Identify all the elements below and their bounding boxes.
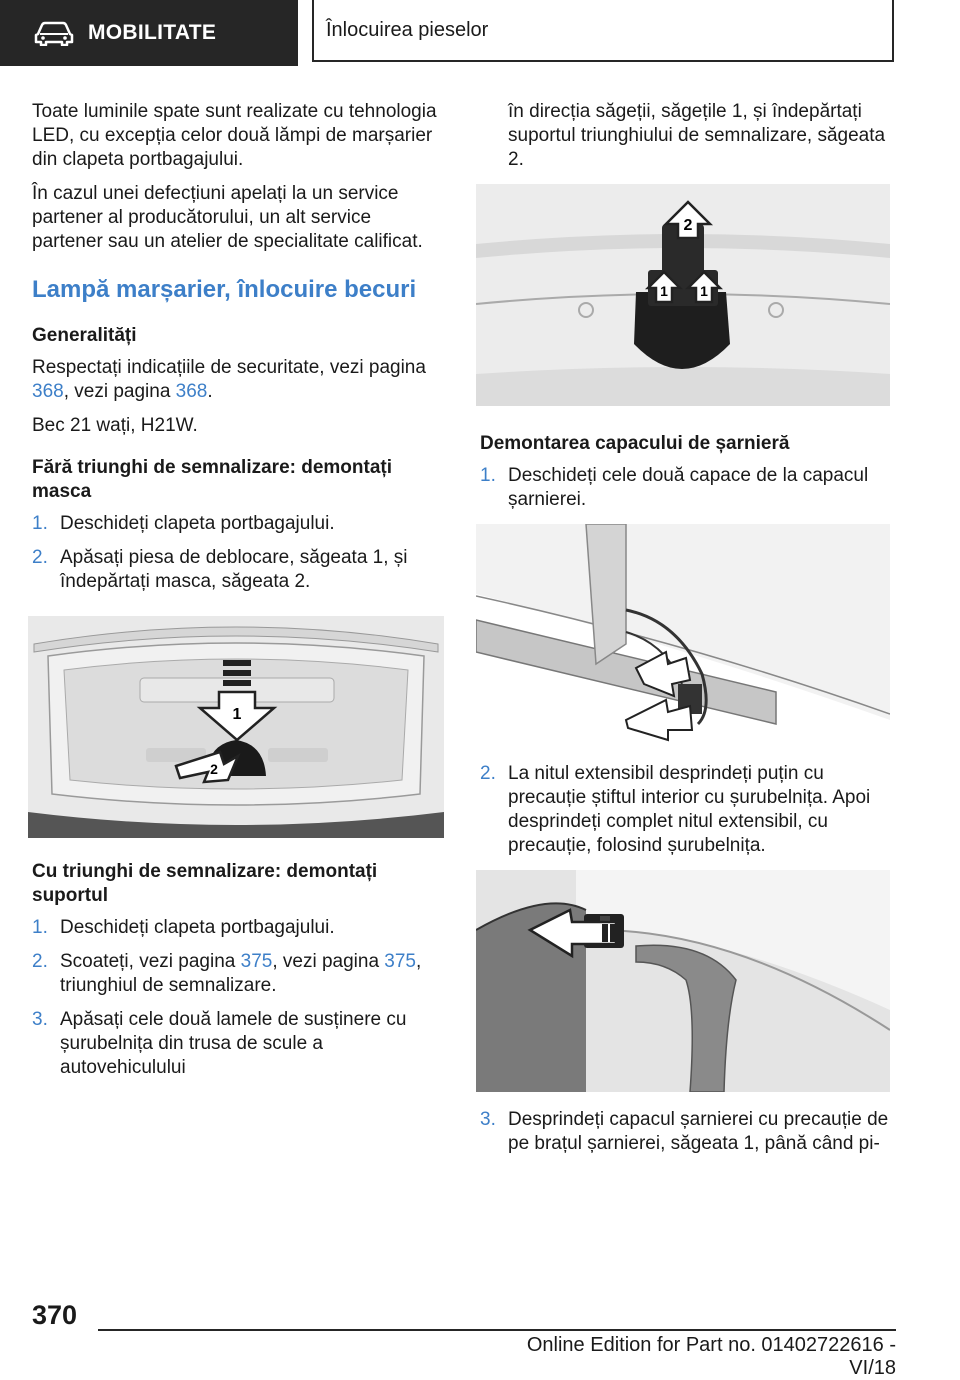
step-number: 1. xyxy=(32,513,48,534)
step-item xyxy=(480,464,892,512)
no-triangle-heading: Fără triunghi de semnalizare: demontați masca xyxy=(32,457,393,502)
figure-arrow-label: 1 xyxy=(700,283,708,299)
step-text: , triunghiul de semnalizare. xyxy=(60,951,422,996)
general-heading: Generalități xyxy=(32,325,137,346)
step-number: 2. xyxy=(480,763,496,784)
step-item xyxy=(32,512,444,536)
page-number: 370 xyxy=(32,1300,78,1330)
figure-arrow-label: 1 xyxy=(660,283,668,299)
step-item xyxy=(480,1108,892,1156)
footer-divider xyxy=(98,1329,896,1331)
figure-arrow-label: 2 xyxy=(210,761,218,777)
step-item xyxy=(32,916,444,940)
step-text: , vezi pagina xyxy=(272,951,385,972)
safety-text: Respectați indicațiile de securitate, vezi pagina xyxy=(32,357,426,378)
figure-arrow-label: 1 xyxy=(232,706,242,723)
step-text: Apăsați piesa de deblocare, săgeata 1, și îndepărtați masca, săgeata 2. xyxy=(60,547,408,592)
page-link-375-b[interactable]: 375 xyxy=(384,951,416,972)
bulb-spec: Bec 21 wați, H21W. xyxy=(32,415,198,436)
hinge-steps-a xyxy=(480,464,892,512)
car-icon xyxy=(34,20,74,46)
page-link-368-b[interactable]: 368 xyxy=(175,381,208,402)
step-number: 2. xyxy=(32,951,48,972)
step-text: Deschideți cele două capace de la capacul șarnierei. xyxy=(508,465,869,510)
step-item xyxy=(480,762,892,858)
hinge-steps-b xyxy=(480,762,892,858)
page-header xyxy=(0,0,960,66)
with-triangle-steps xyxy=(32,916,444,1080)
triangle-holder-figure xyxy=(476,184,890,406)
page-link-375-a[interactable]: 375 xyxy=(240,951,273,972)
step-number: 3. xyxy=(480,1109,496,1130)
page-link-368-a[interactable]: 368 xyxy=(32,381,64,402)
chapter-title: Înlocuirea pieselor xyxy=(326,18,489,41)
step-item xyxy=(32,546,444,594)
safety-text-end: . xyxy=(207,381,213,402)
step-text: La nitul extensibil desprindeți puțin cu precauție știftul interior cu șurubelnița. Apoi desprindeți complet nitul extensibil, cu precauție, folosind șurubelnița. xyxy=(508,763,871,856)
right-column xyxy=(480,100,892,1166)
step-text: Desprindeți capacul șarnierei cu precauție de pe brațul șarnierei, săgeata 1, până când pi- xyxy=(508,1109,889,1154)
continuation-text: în direcția săgeții, săgețile 1, și îndepărtați suportul triunghiului de semnalizare, săgeata 2. xyxy=(508,101,886,170)
step-number: 3. xyxy=(32,1009,48,1030)
step-item xyxy=(32,950,444,998)
step-text: Scoateți, vezi pagina xyxy=(60,951,241,972)
step-number: 1. xyxy=(32,917,48,938)
step-text: Apăsați cele două lamele de susținere cu șurubelnița din trusa de scule a autovehiculului xyxy=(60,1009,407,1078)
with-triangle-heading: Cu triunghi de semnalizare: demontați suportul xyxy=(32,861,378,906)
section-label: MOBILITATE xyxy=(88,21,217,44)
no-triangle-steps xyxy=(32,512,444,594)
hinge-heading: Demontarea capacului de șarnieră xyxy=(480,433,790,454)
intro-paragraph-1: Toate luminile spate sunt realizate cu tehnologia LED, cu excepția celor două lămpi de marșarier din clapeta portbagajului. xyxy=(32,101,437,170)
step-text: Deschideți clapeta portbagajului. xyxy=(60,513,335,534)
safety-text-mid: , vezi pagina xyxy=(63,381,176,402)
section-tab xyxy=(0,0,298,66)
chapter-tab xyxy=(312,0,894,62)
intro-paragraph-2: În cazul unei defecțiuni apelați la un service partener al producătorului, un alt service partener sau un atelier de specialitate calificat. xyxy=(32,183,423,252)
step-number: 1. xyxy=(480,465,496,486)
edition-info: Online Edition for Part no. 01402722616 - VI/18 xyxy=(526,1334,896,1379)
step-item xyxy=(32,1008,444,1080)
left-column xyxy=(32,100,444,1090)
figure-arrow-label: 2 xyxy=(683,217,693,234)
expanding-rivet-figure xyxy=(476,870,890,1092)
section-title: Lampă marșarier, înlocuire becuri xyxy=(32,276,417,303)
safety-note xyxy=(32,356,444,404)
trunk-lid-mask-figure xyxy=(28,616,444,838)
hinge-steps-c xyxy=(480,1108,892,1156)
step-number: 2. xyxy=(32,547,48,568)
step-text: Deschideți clapeta portbagajului. xyxy=(60,917,335,938)
hinge-cover-figure xyxy=(476,524,890,746)
